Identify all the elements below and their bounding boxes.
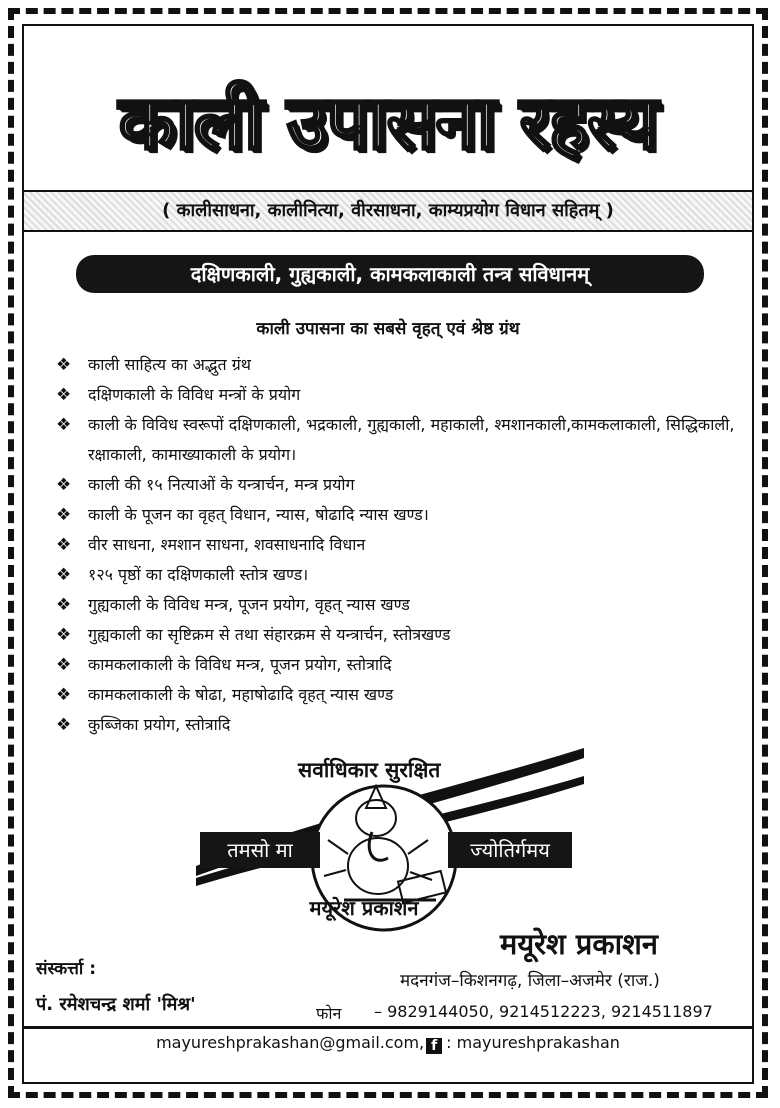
book-subtitle: ( कालीसाधना, कालीनित्या, वीरसाधना, काम्यप्रयोग विधान सहितम् ) [162, 200, 614, 221]
logo-caption: मयूरेश प्रकाशन [309, 896, 419, 920]
feature-item [56, 530, 746, 560]
phone-label: फोन [316, 1004, 342, 1023]
diamond-bullet-icon: ❖ [56, 595, 72, 615]
facebook-icon: f [426, 1038, 442, 1054]
feature-item [56, 500, 746, 530]
diamond-bullet-icon: ❖ [56, 565, 72, 585]
diamond-bullet-icon: ❖ [56, 715, 72, 735]
feature-text: काली के विविध स्वरूपों दक्षिणकाली, भद्रकाली, गुह्यकाली, महाकाली, श्मशानकाली,कामकलाकाली, सिद्धिकाली, रक्षाकाली, कामाख्याकाली के प्रयोग। [88, 415, 735, 464]
feature-text: वीर साधना, श्मशान साधना, शवसाधनादि विधान [88, 535, 366, 554]
diamond-bullet-icon: ❖ [56, 415, 72, 435]
diamond-bullet-icon: ❖ [56, 505, 72, 525]
email[interactable]: mayureshprakashan@gmail.com, [156, 1033, 425, 1052]
diamond-bullet-icon: ❖ [56, 655, 72, 675]
copyright-arc-text: सर्वाधिकार सुरक्षित [298, 758, 441, 782]
publisher-address: मदनगंज–किशनगढ़, जिला–अजमेर (राज.) [400, 971, 660, 991]
contact-line [30, 1032, 746, 1054]
editor-name: पं. रमेशचन्द्र शर्मा 'मिश्र' [36, 994, 196, 1015]
diamond-bullet-icon: ❖ [56, 385, 72, 405]
feature-text: काली के पूजन का वृहत् विधान, न्यास, षोढादि न्यास खण्ड। [88, 505, 429, 524]
feature-text: १२५ पृष्ठों का दक्षिणकाली स्तोत्र खण्ड। [88, 565, 309, 584]
feature-text: गुह्यकाली के विविध मन्त्र, पूजन प्रयोग, वृहत् न्यास खण्ड [88, 595, 410, 614]
feature-item [56, 710, 746, 740]
facebook-handle[interactable]: : mayureshprakashan [446, 1033, 620, 1052]
feature-text: कामकलाकाली के विविध मन्त्र, पूजन प्रयोग, स्तोत्रादि [88, 655, 392, 674]
diamond-bullet-icon: ❖ [56, 535, 72, 555]
feature-text: कामकलाकाली के षोढा, महाषोढादि वृहत् न्यास खण्ड [88, 685, 394, 704]
editor-label: संस्कर्त्ता : [36, 959, 97, 979]
feature-item [56, 650, 746, 680]
feature-item [56, 680, 746, 710]
feature-item [56, 380, 746, 410]
diamond-bullet-icon: ❖ [56, 685, 72, 705]
feature-text: काली साहित्य का अद्भुत ग्रंथ [88, 355, 251, 374]
topic-banner: दक्षिणकाली, गुह्यकाली, कामकलाकाली तन्त्र सविधानम् [76, 255, 704, 293]
feature-list [56, 350, 746, 740]
tagline: काली उपासना का सबसे वृहत् एवं श्रेष्ठ ग्रंथ [256, 319, 520, 339]
feature-text: काली की १५ नित्याओं के यन्त्रार्चन, मन्त्र प्रयोग [88, 475, 355, 494]
motto-right: ज्योतिर्गमय [448, 832, 572, 868]
feature-item [56, 410, 746, 470]
feature-item [56, 470, 746, 500]
feature-item [56, 620, 746, 650]
feature-item [56, 560, 746, 590]
contact-divider [24, 1026, 752, 1029]
feature-item [56, 590, 746, 620]
feature-text: दक्षिणकाली के विविध मन्त्रों के प्रयोग [88, 385, 301, 404]
diamond-bullet-icon: ❖ [56, 625, 72, 645]
publisher-name: मयूरेश प्रकाशन [500, 927, 658, 961]
book-title: काली उपासना रहस्य [118, 80, 658, 166]
diamond-bullet-icon: ❖ [56, 475, 72, 495]
diamond-bullet-icon: ❖ [56, 355, 72, 375]
feature-text: कुब्जिका प्रयोग, स्तोत्रादि [88, 715, 231, 734]
phone-numbers: – 9829144050, 9214512223, 9214511897 [374, 1002, 713, 1021]
feature-item [56, 350, 746, 380]
motto-left: तमसो मा [200, 832, 320, 868]
feature-text: गुह्यकाली का सृष्टिक्रम से तथा संहारक्रम से यन्त्रार्चन, स्तोत्रखण्ड [88, 625, 451, 644]
